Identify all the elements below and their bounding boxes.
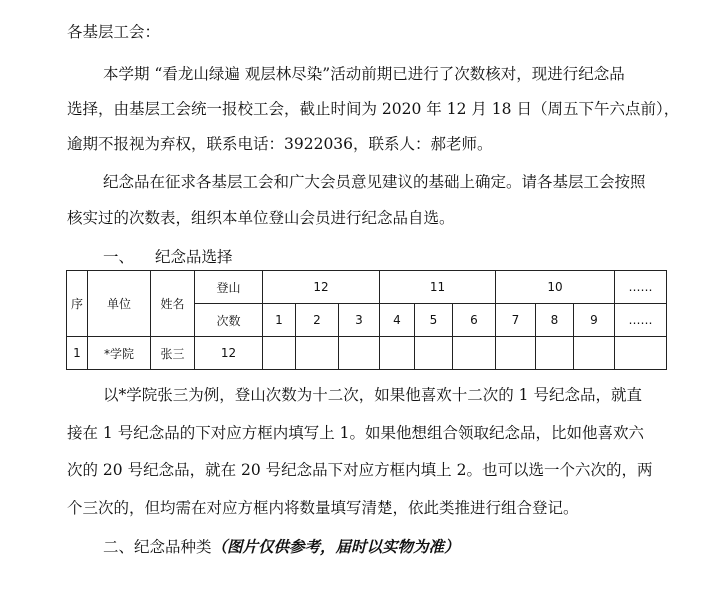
- row-cell-2: [296, 337, 339, 370]
- section2-note: （图片仅供参考，届时以实物为准）: [211, 537, 460, 556]
- section2-title: [103, 537, 460, 557]
- header-unit: 单位: [88, 271, 151, 337]
- row-cell-8: [536, 337, 574, 370]
- row-cell-more: [615, 337, 667, 370]
- para3-line4: 个三次的，但均需在对应方框内将数量填写清楚，依此类推进行组合登记。: [67, 499, 579, 517]
- subcol-7: 7: [496, 304, 536, 337]
- header-seq: 序: [67, 271, 88, 337]
- para2-line2: 核实过的次数表，组织本单位登山会员进行纪念品自选。: [67, 209, 455, 227]
- subcol-6: 6: [453, 304, 496, 337]
- row-cell-3: [339, 337, 380, 370]
- table-header-row: [67, 271, 667, 304]
- row-name: 张三: [151, 337, 195, 370]
- para3-line3: 次的 20 号纪念品，就在 20 号纪念品下对应方框内填上 2。也可以选一个六次的，两: [67, 461, 653, 479]
- subcol-5: 5: [415, 304, 453, 337]
- subcol-1: 1: [263, 304, 296, 337]
- para3-line1: 以*学院张三为例，登山次数为十二次，如果他喜欢十二次的 1 号纪念品，就直: [103, 386, 642, 404]
- para1-line2: 选择，由基层工会统一报校工会，截止时间为 2020 年 12 月 18 日（周五下午六点前），: [67, 100, 680, 118]
- row-unit: *学院: [88, 337, 151, 370]
- header-count-bottom: 次数: [195, 304, 263, 337]
- header-group-10: 10: [496, 271, 615, 304]
- row-cell-6: [453, 337, 496, 370]
- header-count-top: 登山: [195, 271, 263, 304]
- row-cell-7: [496, 337, 536, 370]
- header-name: 姓名: [151, 271, 195, 337]
- selection-table: [66, 270, 667, 370]
- subcol-2: 2: [296, 304, 339, 337]
- section2-heading: 二、纪念品种类: [103, 538, 212, 556]
- row-cell-1: [263, 337, 296, 370]
- row-seq: 1: [67, 337, 88, 370]
- section1-title: 纪念品选择: [155, 248, 233, 266]
- table-row: [67, 337, 667, 370]
- header-group-12: 12: [263, 271, 380, 304]
- subcol-4: 4: [380, 304, 415, 337]
- subcol-9: 9: [574, 304, 615, 337]
- header-group-11: 11: [380, 271, 496, 304]
- para1-line3: 逾期不报视为弃权，联系电话：3922036，联系人：郝老师。: [67, 135, 493, 153]
- row-cell-5: [415, 337, 453, 370]
- salutation: 各基层工会：: [67, 23, 161, 41]
- section1-number: 一、: [103, 248, 135, 266]
- para2-line1: 纪念品在征求各基层工会和广大会员意见建议的基础上确定。请各基层工会按照: [103, 173, 646, 191]
- para3-line2: 接在 1 号纪念品的下对应方框内填写上 1。如果他想组合领取纪念品，比如他喜欢六: [67, 424, 645, 442]
- subcol-8: 8: [536, 304, 574, 337]
- row-count: 12: [195, 337, 263, 370]
- row-cell-9: [574, 337, 615, 370]
- subcol-more: ……: [615, 304, 667, 337]
- para1-line1: 本学期 “看龙山绿遍 观层林尽染”活动前期已进行了次数核对，现进行纪念品: [103, 65, 625, 83]
- header-group-more: ……: [615, 271, 667, 304]
- subcol-3: 3: [339, 304, 380, 337]
- row-cell-4: [380, 337, 415, 370]
